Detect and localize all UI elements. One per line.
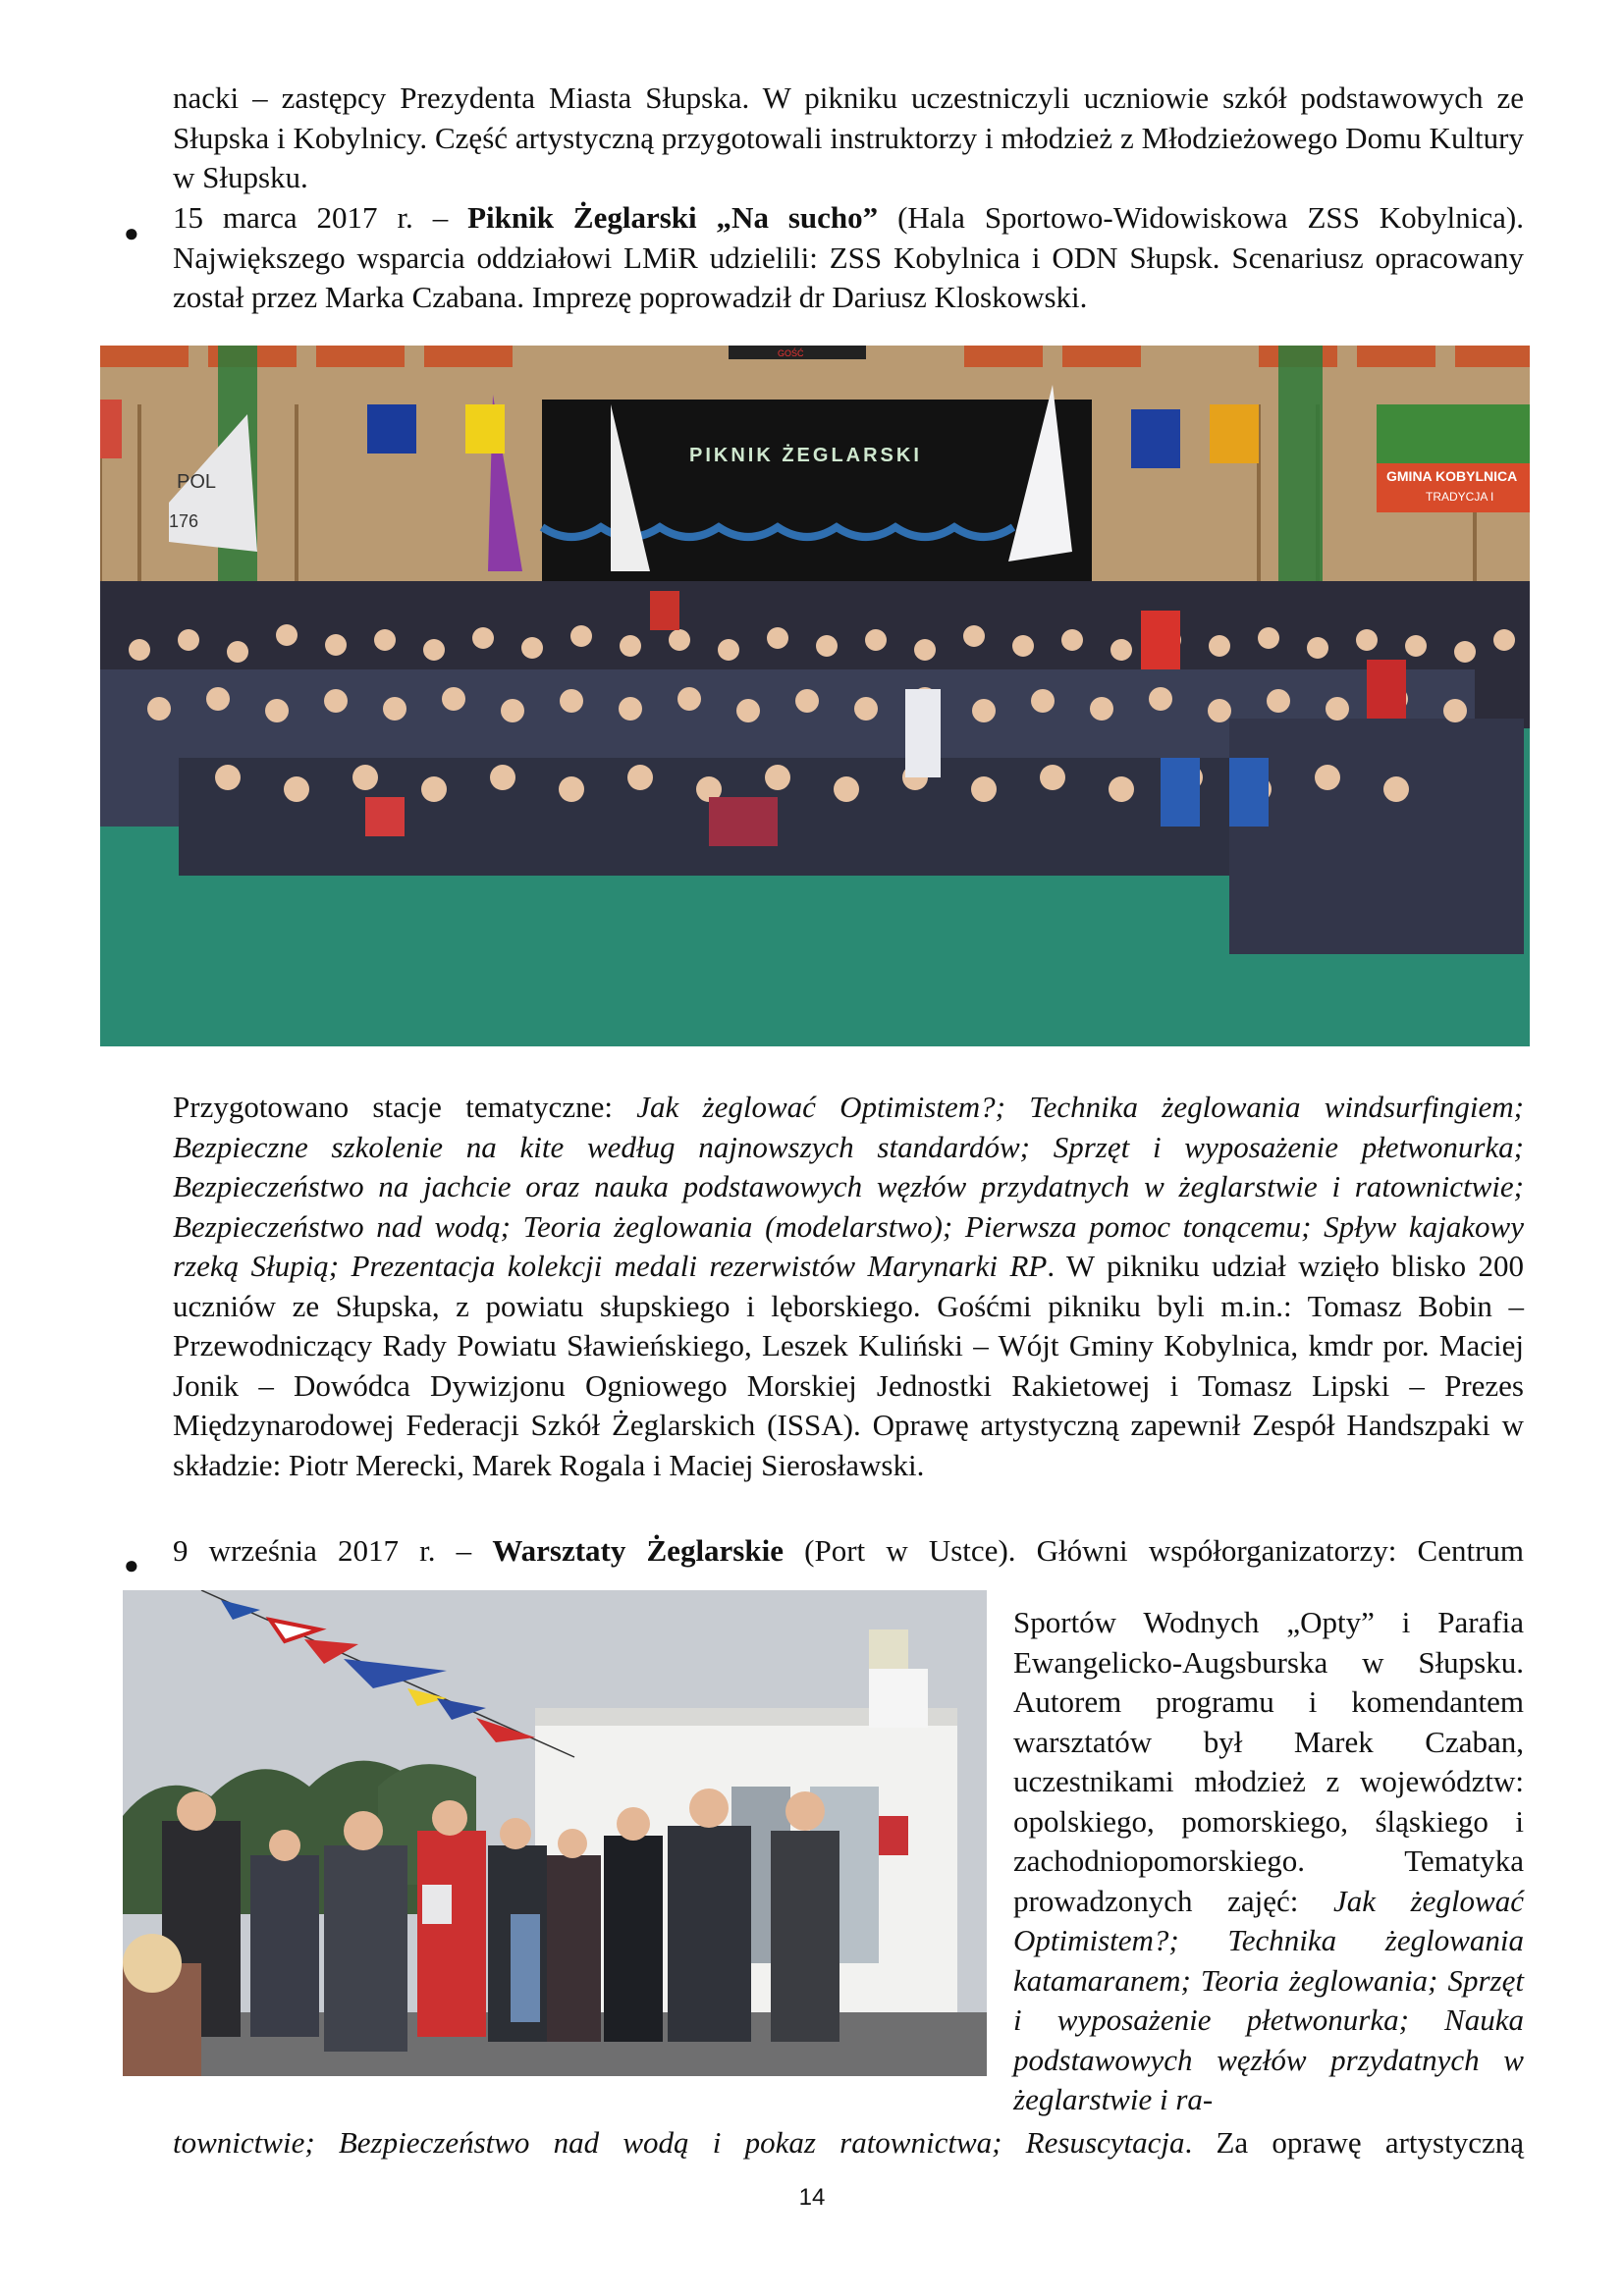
- stations-paragraph: [173, 1088, 1524, 1485]
- wrap-text-plain: Sportów Wodnych „Opty” i Parafia Ewangelicko-Augsburska w Słupsku. Autorem programu i komendantem warsztatów był Marek Czaban, uczestnikami młodzież z województw: opolskiego, pomorskiego, śląskiego i zachodniopomorskiego. Tematyka prowadzonych zajęć:: [1013, 1605, 1524, 1918]
- sign-text-1: GMINA KOBYLNICA: [1386, 468, 1518, 484]
- sail-text-2: 176: [169, 511, 199, 531]
- sign-text-2: TRADYCJA I: [1426, 490, 1494, 504]
- tail-rest: . Za oprawę artystyczną: [1184, 2125, 1524, 2160]
- group-photo-hall-image: [100, 346, 1530, 1046]
- bullet-marker: ●: [124, 1551, 139, 1579]
- bullet-item-warsztaty: [173, 1531, 1524, 1572]
- group-photo-port: [123, 1590, 987, 2076]
- stations-rest: . W pikniku udział wzięło blisko 200 uczniów ze Słupska, z powiatu słupskiego i lęborskiego. Gośćmi pikniku byli m.in.: Tomasz Bobin – Przewodniczący Rady Powiatu Sławieńskiego, Leszek Kuliński – Wójt Gminy Kobylnica, kmdr por. Maciej Jonik – Dowódca Dywizjonu Ogniowego Morskiej Jednostki Rakietowej i Tomasz Lipski – Prezes Międzynarodowej Federacji Szkół Żeglarskich (ISSA). Oprawę artystyczną zapewnił Zespół Handszpaki w składzie: Piotr Merecki, Marek Rogala i Maciej Sierosławski.: [173, 1249, 1524, 1482]
- bullet1-date: 15 marca 2017 r. –: [173, 200, 468, 235]
- group-photo-port-image: [123, 1590, 987, 2076]
- page-number: 14: [798, 2184, 826, 2211]
- scoreboard-text: GOŚĆ: [778, 348, 804, 358]
- wrap-text-italic: Jak żeglować Optimistem?; Technika żeglowania katamaranem; Teoria żeglowania; Sprzęt i wyposażenie płetwonurka; Nauka podstawowych węzłów przydatnych w żeglarstwie i ra-: [1013, 1883, 1524, 2116]
- bullet2-date: 9 września 2017 r. –: [173, 1533, 493, 1568]
- bullet2-title: Warsztaty Żeglarskie: [492, 1533, 784, 1568]
- tail-paragraph: [173, 2123, 1524, 2163]
- bullet2-text: (Port w Ustce). Główni współorganizatorzy: Centrum: [784, 1533, 1524, 1568]
- bullet1-title: Piknik Żeglarski „Na sucho”: [467, 200, 879, 235]
- group-photo-hall: [100, 346, 1530, 1046]
- bullet1-text: (Hala Sportowo-Widowiskowa ZSS Kobylnica). Największego wsparcia oddziałowi LMiR udzielili: ZSS Kobylnica i ODN Słupsk. Scenariusz opracowany został przez Marka Czabana. Imprezę poprowadził dr Dariusz Kloskowski.: [173, 200, 1524, 314]
- stations-list: Jak żeglować Optimistem?; Technika żeglowania windsurfingiem; Bezpieczne szkolenie na kite według najnowszych standardów; Sprzęt i wyposażenie płetwonurka; Bezpieczeństwo na jachcie oraz nauka podstawowych węzłów przydatnych w żeglarstwie i ratownictwie; Bezpieczeństwo nad wodą; Teoria żeglowania (modelarstwo); Pierwsza pomoc tonącemu; Spływ kajakowy rzeką Słupią; Prezentacja kolekcji medali rezerwistów Marynarki RP: [173, 1090, 1524, 1283]
- tail-italic: townictwie; Bezpieczeństwo nad wodą i pokaz ratownictwa; Resuscytacja: [173, 2125, 1185, 2160]
- bullet-marker: ●: [124, 219, 139, 247]
- bullet-item-piknik: [173, 198, 1524, 318]
- wrap-paragraph: [1013, 1603, 1524, 2120]
- top-paragraph: nacki – zastępcy Prezydenta Miasta Słupska. W pikniku uczestniczyli uczniowie szkół podstawowych ze Słupska i Kobylnicy. Część artystyczną przygotowali instruktorzy i młodzież z Młodzieżowego Domu Kultury w Słupsku.: [173, 80, 1524, 194]
- sail-text-1: POL: [177, 471, 217, 493]
- banner-text: PIKNIK ŻEGLARSKI: [689, 445, 922, 466]
- stations-intro: Przygotowano stacje tematyczne:: [173, 1090, 637, 1124]
